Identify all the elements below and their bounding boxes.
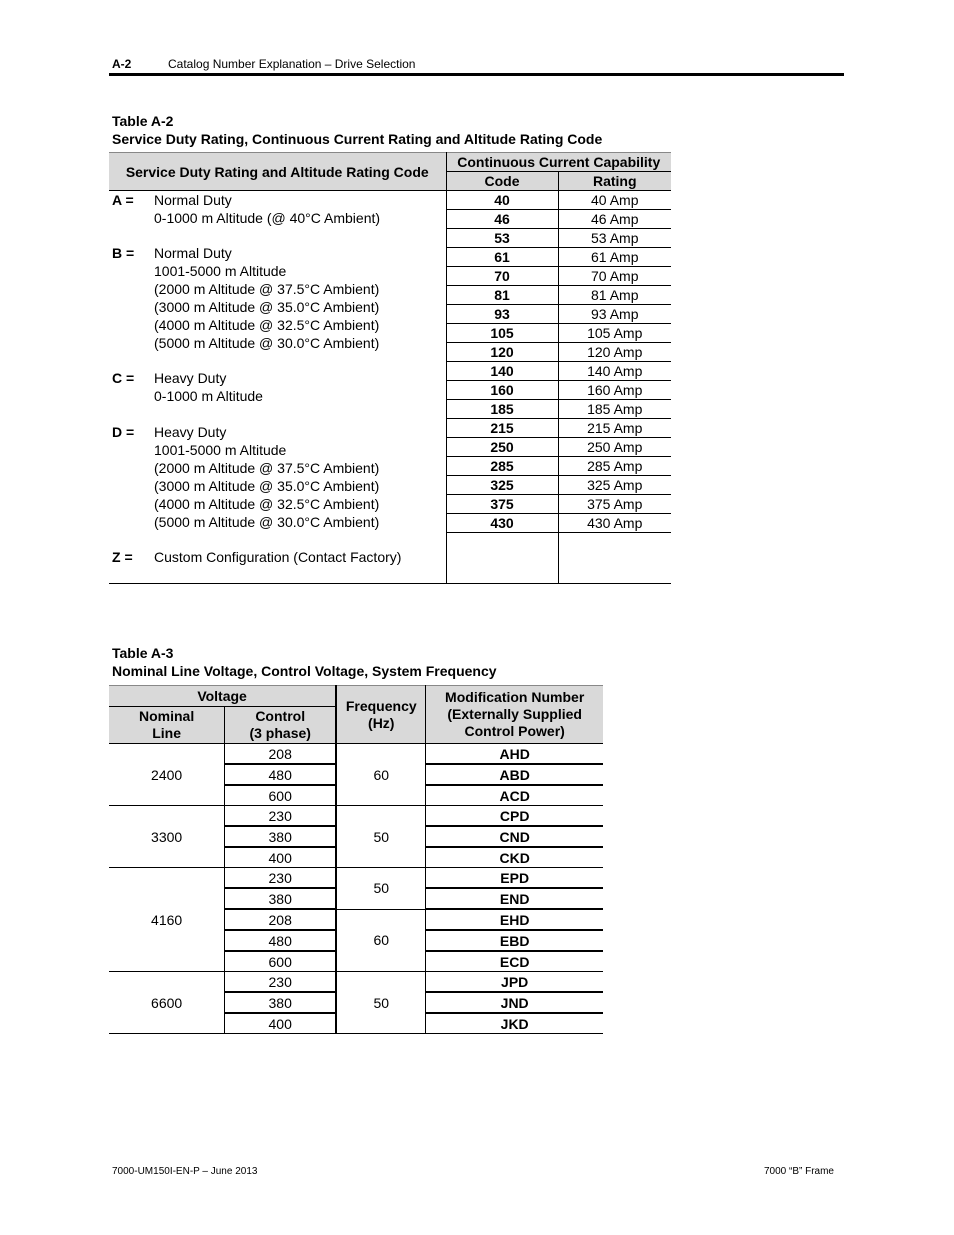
rating-cell: 53 Amp xyxy=(558,229,671,248)
duty-code-letter: B = xyxy=(112,245,135,261)
rating-cell: 285 Amp xyxy=(558,457,671,476)
code-cell: 70 xyxy=(446,267,558,286)
code-cell: 81 xyxy=(446,286,558,305)
code-cell: 61 xyxy=(446,248,558,267)
duty-code-line: Custom Configuration (Contact Factory) xyxy=(154,549,402,565)
code-cell: 215 xyxy=(446,419,558,438)
control-voltage-cell: 208 xyxy=(225,744,336,765)
control-voltage-cell: 480 xyxy=(225,764,336,785)
col-header-nominal xyxy=(109,707,225,744)
duty-code-line: 0-1000 m Altitude (@ 40°C Ambient) xyxy=(154,210,381,226)
modification-number-cell: ACD xyxy=(426,785,603,806)
control-voltage-cell: 400 xyxy=(225,847,336,868)
col-header-nominal-text: Nominal Line xyxy=(139,708,195,741)
rating-cell: 430 Amp xyxy=(558,514,671,533)
control-voltage-cell: 400 xyxy=(225,1013,336,1034)
page-number: A-2 xyxy=(112,57,132,71)
duty-code-letter: A = xyxy=(112,192,134,208)
rating-cell: 375 Amp xyxy=(558,495,671,514)
modification-number-cell: JPD xyxy=(426,972,603,993)
col-header-control xyxy=(225,707,336,744)
table-row xyxy=(109,191,671,210)
duty-code-letter: Z = xyxy=(112,549,133,565)
frequency-cell: 50 xyxy=(336,868,426,910)
modification-number-cell: AHD xyxy=(426,744,603,765)
table-row xyxy=(109,806,603,827)
duty-code-line: Heavy Duty xyxy=(154,370,227,386)
col-header-continuous: Continuous Current Capability xyxy=(446,153,671,172)
frequency-cell: 50 xyxy=(336,806,426,868)
duty-code-line: Heavy Duty xyxy=(154,424,227,440)
duty-code-line: (4000 m Altitude @ 32.5°C Ambient) xyxy=(154,496,380,512)
table-a2-label: Table A-2 xyxy=(112,113,174,129)
rating-cell: 93 Amp xyxy=(558,305,671,324)
rating-cell: 105 Amp xyxy=(558,324,671,343)
rating-cell: 81 Amp xyxy=(558,286,671,305)
code-cell: 285 xyxy=(446,457,558,476)
rating-cell: 40 Amp xyxy=(558,191,671,210)
duty-code-line: 0-1000 m Altitude xyxy=(154,388,263,404)
control-voltage-cell: 230 xyxy=(225,868,336,889)
modification-number-cell: EHD xyxy=(426,909,603,930)
col-header-frequency xyxy=(336,686,426,744)
nominal-voltage-cell: 2400 xyxy=(109,744,225,806)
empty-rating-cell xyxy=(558,533,671,584)
code-cell: 40 xyxy=(446,191,558,210)
duty-code-entry xyxy=(112,244,379,352)
rating-cell: 140 Amp xyxy=(558,362,671,381)
modification-number-cell: ECD xyxy=(426,951,603,972)
rating-cell: 61 Amp xyxy=(558,248,671,267)
table-a2-title: Service Duty Rating, Continuous Current Rating and Altitude Rating Code xyxy=(112,131,603,147)
control-voltage-cell: 480 xyxy=(225,930,336,951)
table-a2 xyxy=(109,152,671,584)
duty-code-line: (2000 m Altitude @ 37.5°C Ambient) xyxy=(154,460,380,476)
duty-code-entry xyxy=(112,369,263,405)
code-cell: 185 xyxy=(446,400,558,419)
code-cell: 325 xyxy=(446,476,558,495)
table-row xyxy=(109,868,603,889)
control-voltage-cell: 380 xyxy=(225,992,336,1013)
footer-right: 7000 “B” Frame xyxy=(763,1166,834,1177)
rating-cell: 120 Amp xyxy=(558,343,671,362)
control-voltage-cell: 380 xyxy=(225,826,336,847)
control-voltage-cell: 600 xyxy=(225,951,336,972)
code-cell: 53 xyxy=(446,229,558,248)
duty-code-line: (3000 m Altitude @ 35.0°C Ambient) xyxy=(154,299,380,315)
control-voltage-cell: 230 xyxy=(225,806,336,827)
duty-code-line: (2000 m Altitude @ 37.5°C Ambient) xyxy=(154,281,380,297)
col-header-rating: Rating xyxy=(558,172,671,191)
duty-code-line: 1001-5000 m Altitude xyxy=(154,263,287,279)
col-header-service: Service Duty Rating and Altitude Rating Code xyxy=(109,153,446,191)
table-a3-label: Table A-3 xyxy=(112,645,174,661)
duty-code-line: (5000 m Altitude @ 30.0°C Ambient) xyxy=(154,514,380,530)
rating-cell: 215 Amp xyxy=(558,419,671,438)
control-voltage-cell: 230 xyxy=(225,972,336,993)
modification-number-cell: ABD xyxy=(426,764,603,785)
frequency-cell: 60 xyxy=(336,909,426,972)
table-a3 xyxy=(109,685,603,1034)
col-header-voltage: Voltage xyxy=(109,686,336,707)
duty-code-line: (4000 m Altitude @ 32.5°C Ambient) xyxy=(154,317,380,333)
modification-number-cell: EPD xyxy=(426,868,603,889)
modification-number-cell: JND xyxy=(426,992,603,1013)
rating-cell: 250 Amp xyxy=(558,438,671,457)
code-cell: 105 xyxy=(446,324,558,343)
col-header-modification xyxy=(426,686,603,744)
code-cell: 160 xyxy=(446,381,558,400)
section-title: Catalog Number Explanation – Drive Selection xyxy=(168,57,416,71)
col-header-control-text: Control (3 phase) xyxy=(249,708,311,741)
nominal-voltage-cell: 3300 xyxy=(109,806,225,868)
table-row xyxy=(109,744,603,765)
code-cell: 46 xyxy=(446,210,558,229)
modification-number-cell: EBD xyxy=(426,930,603,951)
col-header-modification-text: Modification Number (Externally Supplied Control Power) xyxy=(445,689,585,739)
footer-left: 7000-UM150I-EN-P – June 2013 xyxy=(112,1166,258,1177)
control-voltage-cell: 208 xyxy=(225,909,336,930)
modification-number-cell: JKD xyxy=(426,1013,603,1034)
table-row xyxy=(109,972,603,993)
control-voltage-cell: 600 xyxy=(225,785,336,806)
rating-cell: 160 Amp xyxy=(558,381,671,400)
rating-cell: 70 Amp xyxy=(558,267,671,286)
duty-code-line: Normal Duty xyxy=(154,245,232,261)
code-cell: 375 xyxy=(446,495,558,514)
duty-code-line: (5000 m Altitude @ 30.0°C Ambient) xyxy=(154,335,380,351)
modification-number-cell: CKD xyxy=(426,847,603,868)
control-voltage-cell: 380 xyxy=(225,888,336,909)
col-header-code: Code xyxy=(446,172,558,191)
duty-code-entry xyxy=(112,191,380,227)
rating-cell: 46 Amp xyxy=(558,210,671,229)
duty-code-entry xyxy=(112,423,379,531)
rating-cell: 185 Amp xyxy=(558,400,671,419)
modification-number-cell: END xyxy=(426,888,603,909)
nominal-voltage-cell: 4160 xyxy=(109,868,225,972)
code-cell: 120 xyxy=(446,343,558,362)
frequency-cell: 50 xyxy=(336,972,426,1034)
duty-code-line: Normal Duty xyxy=(154,192,232,208)
frequency-cell: 60 xyxy=(336,744,426,806)
table-a3-title: Nominal Line Voltage, Control Voltage, System Frequency xyxy=(112,663,497,679)
duty-code-letter: C = xyxy=(112,370,135,386)
duty-code-line: (3000 m Altitude @ 35.0°C Ambient) xyxy=(154,478,380,494)
duty-code-line: 1001-5000 m Altitude xyxy=(154,442,287,458)
header-rule xyxy=(109,73,844,76)
code-cell: 430 xyxy=(446,514,558,533)
nominal-voltage-cell: 6600 xyxy=(109,972,225,1034)
modification-number-cell: CND xyxy=(426,826,603,847)
modification-number-cell: CPD xyxy=(426,806,603,827)
col-header-frequency-text: Frequency (Hz) xyxy=(345,697,417,731)
code-cell: 93 xyxy=(446,305,558,324)
rating-cell: 325 Amp xyxy=(558,476,671,495)
duty-code-entry xyxy=(112,548,401,566)
empty-code-cell xyxy=(446,533,558,584)
duty-code-descriptions xyxy=(109,191,446,584)
code-cell: 140 xyxy=(446,362,558,381)
code-cell: 250 xyxy=(446,438,558,457)
duty-code-letter: D = xyxy=(112,424,135,440)
